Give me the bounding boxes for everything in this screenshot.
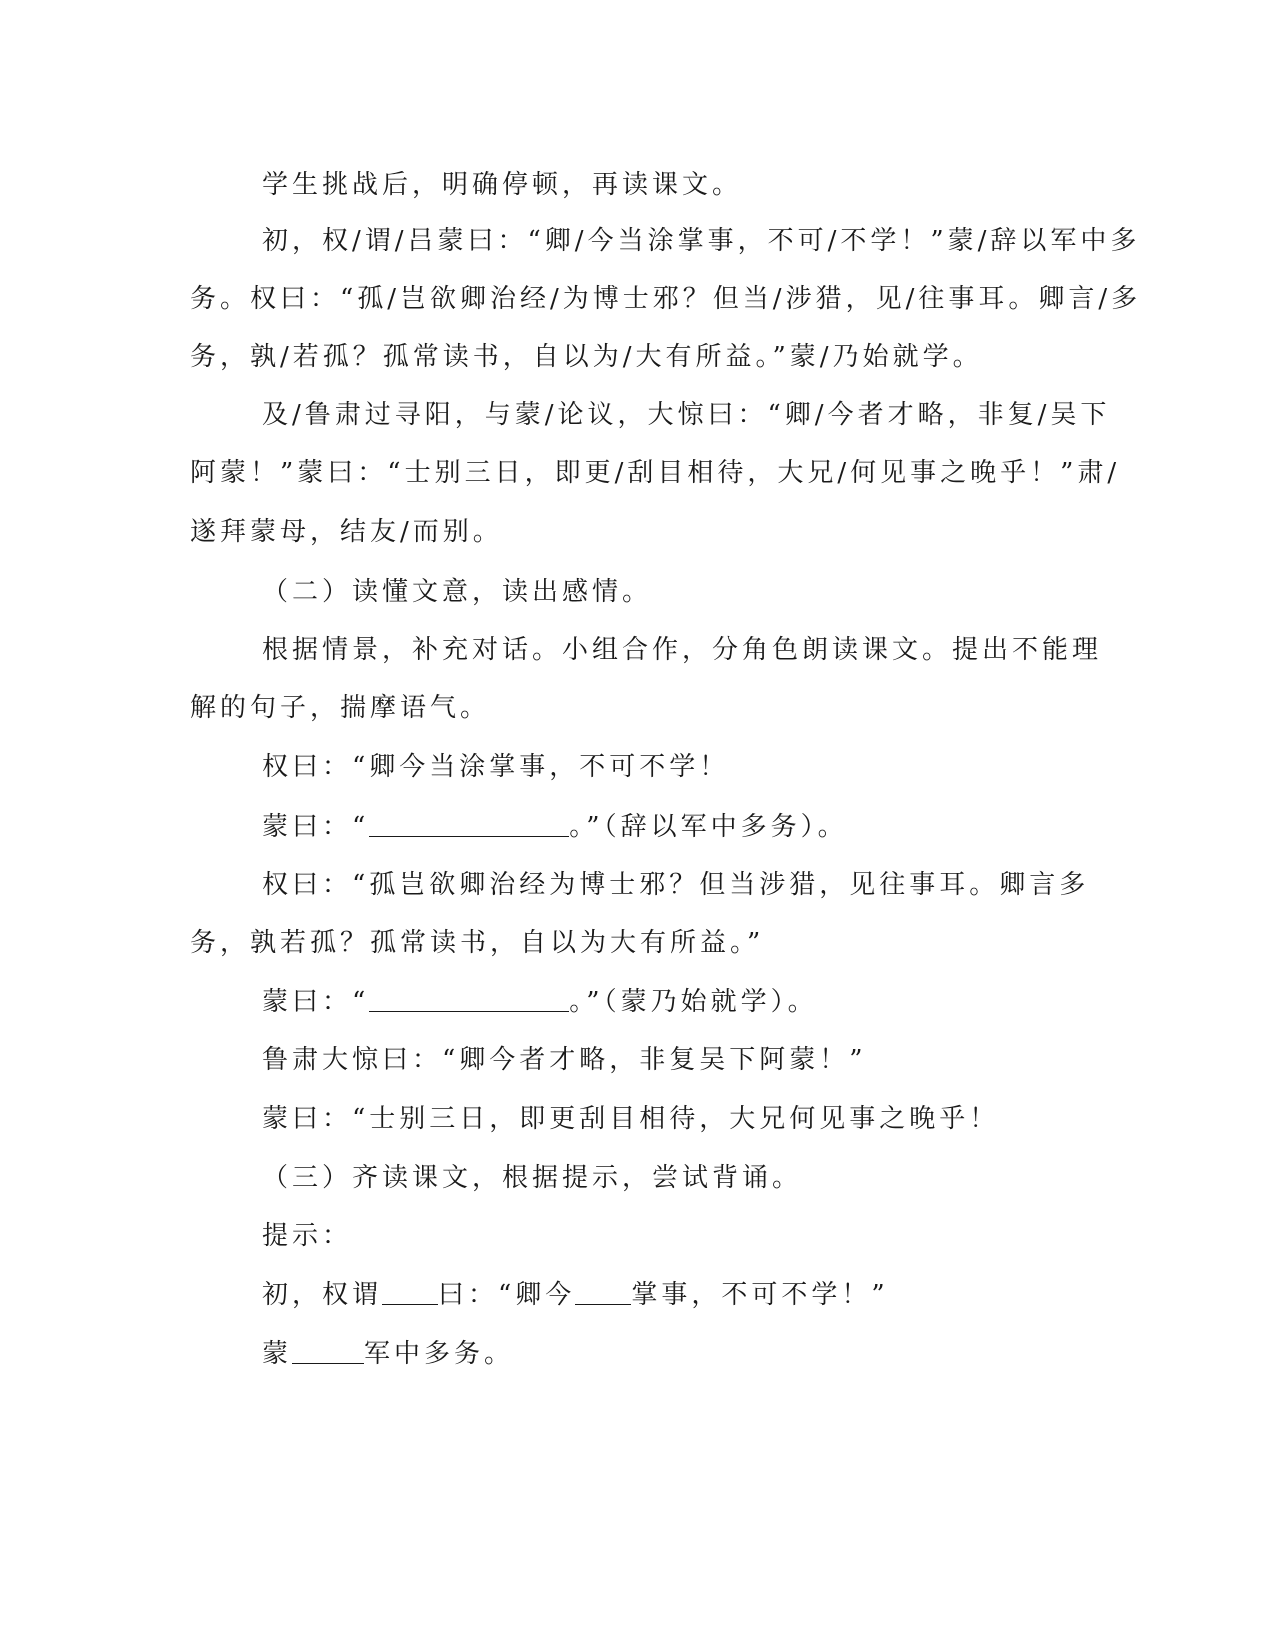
fill-blank-line (262, 984, 1162, 1020)
paragraph-intro: 学生挑战后，明确停顿，再读课文。 (262, 170, 743, 200)
answer-blank[interactable] (382, 1280, 438, 1305)
dialogue-line: 蒙曰：“士别三日，即更刮目相待，大兄何见事之晚乎！ (262, 1104, 1000, 1134)
fill-prefix: 蒙曰：“ (262, 987, 370, 1017)
dialogue-line: 鲁肃大惊曰：“卿今者才略，非复吴下阿蒙！” (262, 1045, 867, 1075)
text-line: 及/鲁肃过寻阳，与蒙/论议，大惊曰：“卿/今者才略，非复/吴下 (262, 400, 1111, 430)
fill-blank-line (262, 809, 1162, 845)
dialogue-line: 权曰：“孤岂欲卿治经为博士邪？但当涉猎，见往事耳。卿言多 (262, 870, 1090, 900)
text-line: 根据情景，补充对话。小组合作，分角色朗读课文。提出不能理 (262, 635, 1103, 665)
fill-blank-line (262, 1336, 1162, 1372)
fill-text: 蒙 (262, 1339, 293, 1369)
text-line: 务。权曰：“孤/岂欲卿治经/为博士邪？但当/涉猎，见/往事耳。卿言/多 (190, 284, 1142, 314)
text-line: 遂拜蒙母，结友/而别。 (190, 517, 503, 547)
answer-blank[interactable] (292, 1339, 364, 1364)
hint-label: 提示： (262, 1221, 353, 1251)
fill-suffix: 。”（蒙乃始就学）。 (569, 987, 818, 1017)
fill-text: 初，权谓 (262, 1280, 383, 1310)
dialogue-line: 务，孰若孤？孤常读书，自以为大有所益。” (190, 928, 765, 958)
text-line: 阿蒙！”蒙曰：“士别三日，即更/刮目相待，大兄/何见事之晚乎！”肃/ (190, 458, 1121, 488)
fill-suffix: 。”（辞以军中多务）。 (569, 812, 848, 842)
fill-text: 军中多务。 (364, 1339, 515, 1369)
fill-blank-line (262, 1277, 1162, 1313)
section-heading: （三）齐读课文，根据提示，尝试背诵。 (262, 1163, 803, 1193)
answer-blank[interactable] (369, 812, 569, 837)
section-heading: （二）读懂文意，读出感情。 (262, 577, 653, 607)
text-line: 解的句子，揣摩语气。 (190, 693, 491, 723)
fill-prefix: 蒙曰：“ (262, 812, 370, 842)
text-line: 初，权/谓/吕蒙曰：“卿/今当涂掌事，不可/不学！”蒙/辞以军中多 (262, 226, 1141, 256)
fill-text: 曰：“卿今 (438, 1280, 576, 1310)
text-line: 务，孰/若孤？孤常读书，自以为/大有所益。”蒙/乃始就学。 (190, 342, 983, 372)
fill-text: 掌事，不可不学！” (631, 1280, 889, 1310)
answer-blank[interactable] (575, 1280, 631, 1305)
dialogue-line: 权曰：“卿今当涂掌事，不可不学！ (262, 752, 730, 782)
answer-blank[interactable] (369, 987, 569, 1012)
